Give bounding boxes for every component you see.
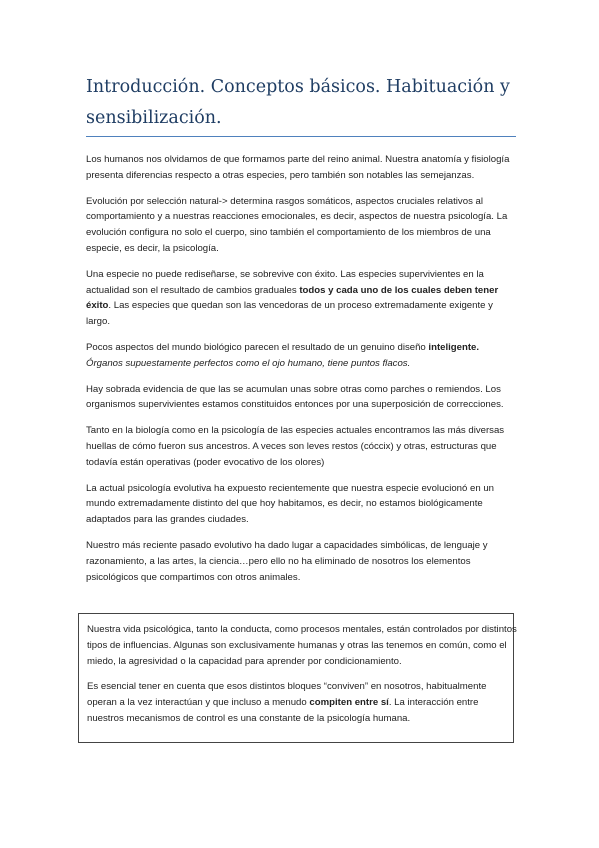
body-text: [86, 152, 516, 595]
paragraph: Hay sobrada evidencia de que las se acumulan unas sobre otras como parches o remiendos. Los organismos supervivientes estamos constituidos entonces por una superposición de correcciones.: [86, 383, 504, 411]
box-paragraph: [87, 679, 517, 726]
emphasis-text: todos y cada uno de los cuales deben tener éxito: [86, 284, 499, 312]
page-title: Introducción. Conceptos básicos. Habituación y sensibilización.: [86, 77, 510, 128]
paragraph-text: . La interacción entre nuestros mecanismos de control es una constante de la psicología humana.: [87, 697, 479, 724]
box-paragraph: Nuestra vida psicológica, tanto la conducta, como procesos mentales, están controlados por distintos tipos de influencias. Algunas son exclusivamente humanas y otras las tenemos en común, como el miedo, la agresividad o la capacidad para aprender por condicionamiento.: [87, 624, 517, 667]
paragraph: La actual psicología evolutiva ha expuesto recientemente que nuestra especie evolucionó en un mundo extremadamente distinto del que hoy habitamos, es decir, no estamos biológicamente adaptados para las grandes ciudades.: [86, 482, 495, 526]
paragraph: Evolución por selección natural-> determina rasgos somáticos, aspectos cruciales relativos al comportamiento y a nuestras reacciones emocionales, es decir, aspectos de nuestra psicología. La evolución configura no solo el cuerpo, sino también el comportamiento de los miembros de una especie, es decir, la psicología.: [86, 195, 508, 254]
title-divider: [86, 136, 516, 137]
emphasis-text: compiten entre sí: [309, 697, 389, 709]
paragraph: Tanto en la biología como en la psicología de las especies actuales encontramos las más diversas huellas de cómo fueron sus ancestros. A veces son leves restos (cóccix) y otras, estructuras que todavía están operativas (poder evocativo de los olores): [86, 425, 505, 468]
paragraph-text: . Las especies que quedan son las vencedoras de un proceso extremadamente exigente y largo.: [86, 300, 493, 328]
paragraph-text: Una especie no puede rediseñarse, se sobrevive con éxito. Las especies supervivientes en la actualidad son el resultado de cambios graduales: [86, 268, 484, 296]
italic-text: Órganos supuestamente perfectos como el ojo humano, tiene puntos flacos.: [86, 357, 411, 369]
emphasis-text: inteligente.: [428, 341, 480, 353]
paragraph: [86, 267, 516, 330]
paragraph-text: Pocos aspectos del mundo biológico parecen el resultado de un genuino diseño: [86, 341, 429, 353]
paragraph: Los humanos nos olvidamos de que formamos parte del reino animal. Nuestra anatomía y fisiología presenta diferencias respecto a otras especies, pero también son notables las semejanzas.: [86, 154, 510, 181]
paragraph: [86, 340, 516, 372]
paragraph-text: Es esencial tener en cuenta que esos distintos bloques “conviven” en nosotros, habitualmente operan a la vez interactúan y que incluso a menudo: [87, 681, 487, 709]
highlight-box: [78, 613, 517, 743]
paragraph: Nuestro más reciente pasado evolutivo ha dado lugar a capacidades simbólicas, de lenguaje y razonamiento, a las artes, la ciencia…pero ello no ha eliminado de nosotros los elementos psicológicos que compartimos con otros animales.: [86, 539, 488, 583]
